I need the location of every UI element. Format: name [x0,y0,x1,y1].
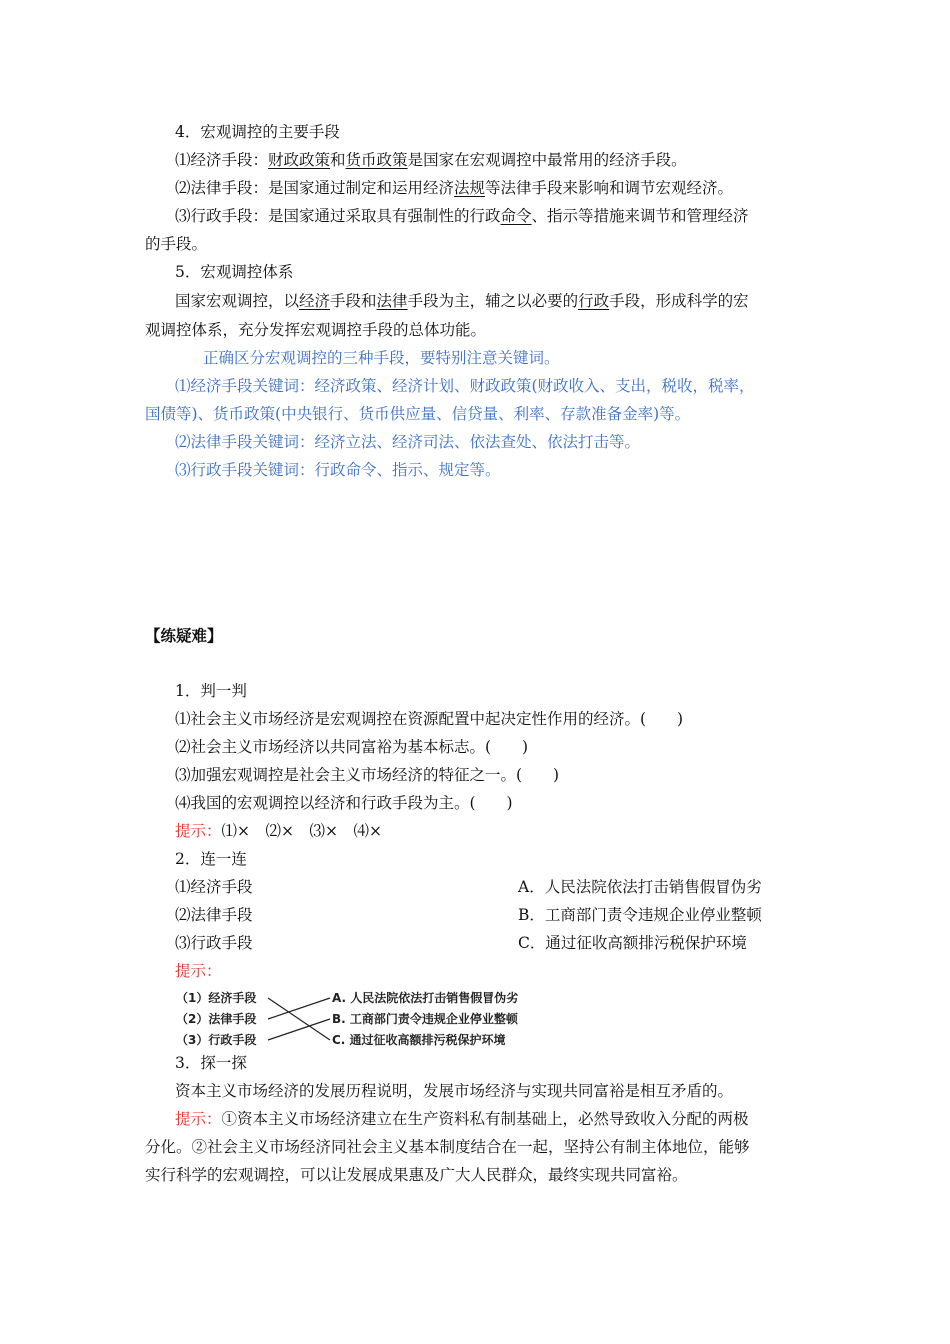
text: 国家宏观调控，以 [175,292,300,310]
text: 是国家在宏观调控中最常用的经济手段。 [407,151,687,169]
q2-row-1 [175,877,845,897]
economic-means-line [175,150,845,170]
matching-diagram [172,988,552,1054]
link-line-1-c [268,998,330,1040]
diagram-left-1: （1）经济手段 [176,991,257,1005]
text: ⑶行政手段：是国家通过采取具有强制性的行政 [175,207,501,225]
note-legal-keywords: ⑵法律手段关键词：经济立法、经济司法、依法查处、依法打击等。 [175,433,641,451]
system-paragraph-line1 [175,291,845,311]
q3-title: 3．探一探 [175,1054,247,1072]
q2-left: ⑶行政手段 [175,934,253,952]
hint-text: ①资本主义市场经济建立在生产资料私有制基础上，必然导致收入分配的两极 [221,1110,749,1128]
q1-item-4: ⑷我国的宏观调控以经济和行政手段为主。( ) [175,794,513,812]
section-5-title: 5．宏观调控体系 [175,263,294,281]
q2-left: ⑴经济手段 [175,878,253,896]
text: 和 [330,151,346,169]
diagram-right-b: B. 工商部门责令违规企业停业整顿 [332,1012,518,1026]
text: ⑵法律手段：是国家通过制定和运用经济 [175,179,455,197]
note-admin-keywords: ⑶行政手段关键词：行政命令、指示、规定等。 [175,461,501,479]
q2-left: ⑵法律手段 [175,906,253,924]
q2-title: 2．连一连 [175,850,247,868]
text: ⑴经济手段： [175,151,269,169]
q3-hint-line3: 实行科学的宏观调控，可以让发展成果惠及广大人民群众，最终实现共同富裕。 [145,1166,688,1184]
admin-means-line-cont: 的手段。 [145,235,208,253]
monetary-policy-term: 货币政策 [345,151,408,169]
fiscal-policy-term: 财政政策 [268,151,331,169]
q2-hint-label: 提示： [175,962,222,980]
hint-text: ⑴× ⑵× ⑶× ⑷× [221,822,382,840]
q2-right: A．人民法院依法打击销售假冒伪劣 [518,878,762,896]
text: 手段和 [330,292,377,310]
q1-item-3: ⑶加强宏观调控是社会主义市场经济的特征之一。( ) [175,766,560,784]
text: 、指示等措施来调节和管理经济 [531,207,749,225]
q2-row-2 [175,905,845,925]
q1-item-1: ⑴社会主义市场经济是宏观调控在资源配置中起决定性作用的经济。( ) [175,710,684,728]
practice-heading: 【练疑难】 [145,626,223,645]
note-economic-keywords-cont: 国债等)、货币政策(中央银行、货币供应量、信贷量、利率、存款准备金率)等。 [145,405,691,423]
q2-right: B．工商部门责令违规企业停业整顿 [518,906,762,924]
diagram-left-3: （3）行政手段 [176,1033,257,1047]
note-intro: 正确区分宏观调控的三种手段，要特别注意关键词。 [203,349,560,367]
q2-right: C．通过征收高额排污税保护环境 [518,934,747,952]
text: 手段，形成科学的宏 [609,292,749,310]
administrative-term: 行政 [578,292,610,310]
diagram-right-c: C. 通过征收高额排污税保护环境 [332,1033,506,1047]
legal-means-line [175,178,845,198]
economic-term: 经济 [299,292,331,310]
note-economic-keywords: ⑴经济手段关键词：经济政策、经济计划、财政政策(财政收入、支出，税收，税率， [175,377,755,395]
system-paragraph-line2: 观调控体系，充分发挥宏观调控手段的总体功能。 [145,321,487,339]
admin-means-line [175,206,845,226]
link-line-2-a [268,998,330,1019]
text: 手段为主，辅之以必要的 [407,292,579,310]
legal-term: 法律 [376,292,408,310]
orders-term: 命令 [500,207,532,225]
q2-row-3 [175,933,845,953]
section-4-title: 4．宏观调控的主要手段 [175,123,340,141]
q3-statement: 资本主义市场经济的发展历程说明，发展市场经济与实现共同富裕是相互矛盾的。 [175,1082,734,1100]
hint-label: 提示： [175,822,222,840]
diagram-right-a: A. 人民法院依法打击销售假冒伪劣 [332,991,519,1005]
hint-label: 提示： [175,1110,222,1128]
q3-hint-line1 [175,1109,845,1129]
q1-hint [175,821,845,841]
regulations-term: 法规 [454,179,486,197]
q1-item-2: ⑵社会主义市场经济以共同富裕为基本标志。( ) [175,738,529,756]
text: 等法律手段来影响和调节宏观经济。 [485,179,734,197]
diagram-left-2: （2）法律手段 [176,1012,257,1026]
q3-hint-line2: 分化。②社会主义市场经济同社会主义基本制度结合在一起，坚持公有制主体地位，能够 [145,1138,750,1156]
link-line-3-b [268,1019,330,1040]
q1-title: 1．判一判 [175,682,247,700]
